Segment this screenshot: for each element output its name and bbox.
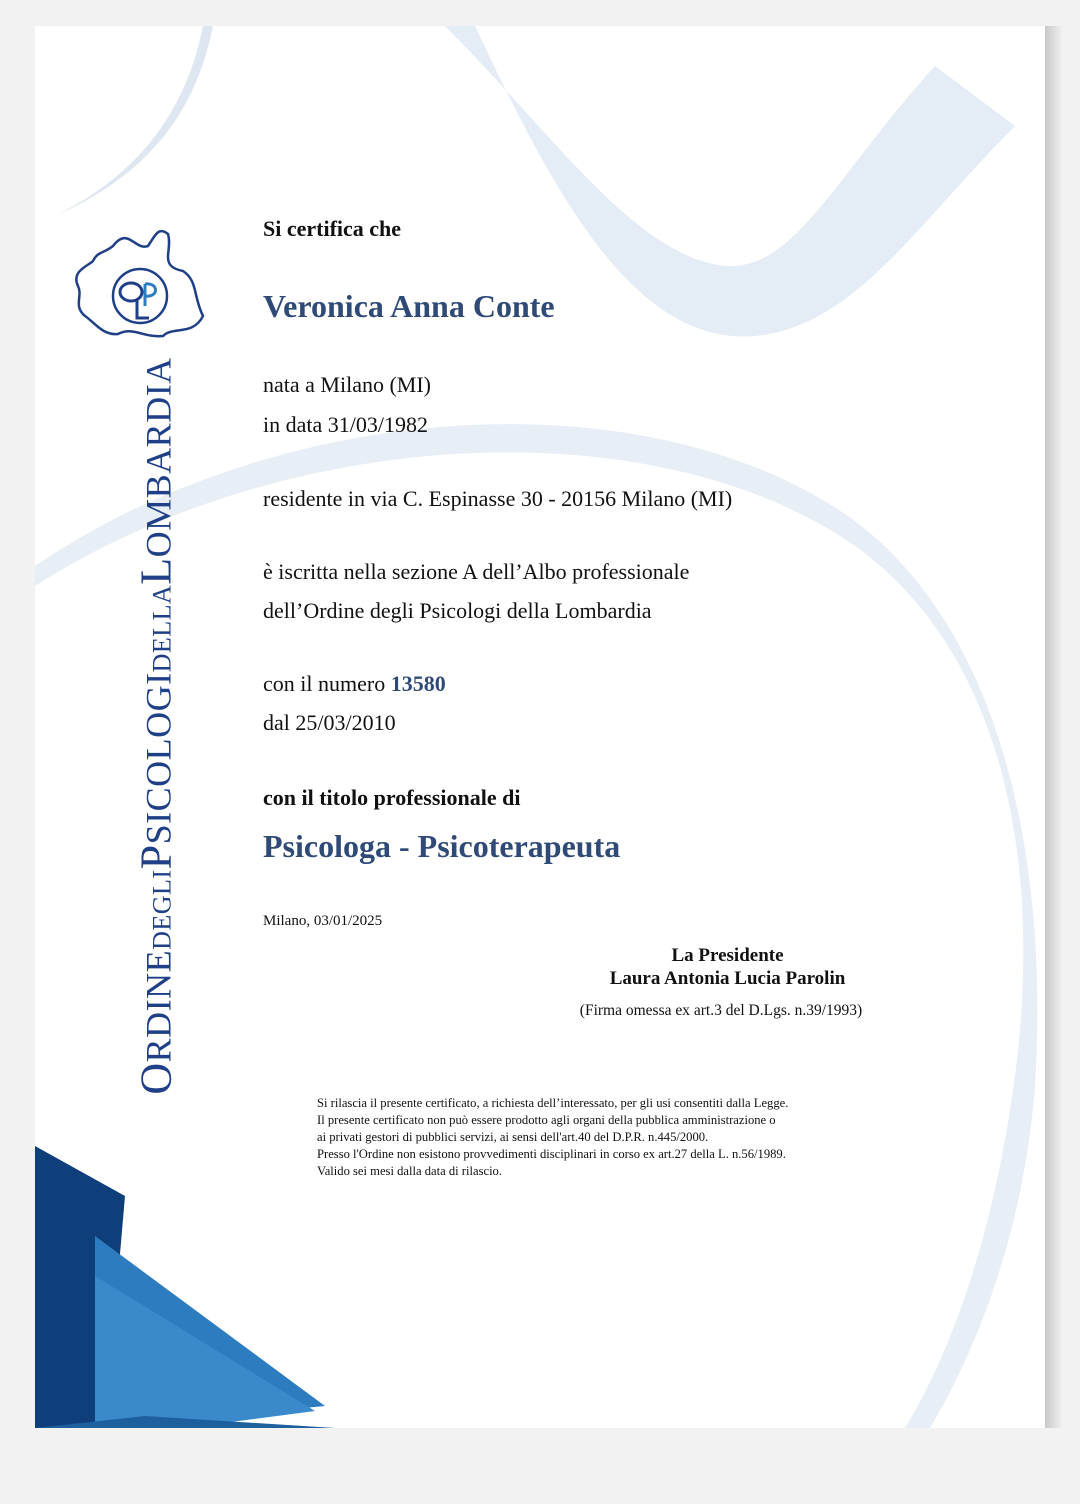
opl-logo-icon bbox=[73, 226, 208, 341]
registration-number-line bbox=[263, 671, 446, 697]
footer-note bbox=[317, 1095, 897, 1180]
birth-place: nata a Milano (MI) bbox=[263, 372, 431, 397]
holder-name: Veronica Anna Conte bbox=[263, 288, 555, 324]
signature-name: Laura Antonia Lucia Parolin bbox=[609, 968, 846, 989]
registration-since: dal 25/03/2010 bbox=[263, 710, 396, 735]
place-date: Milano, 03/01/2025 bbox=[263, 913, 383, 929]
ribbon-swoosh-thin bbox=[55, 26, 213, 216]
number-label: con il numero bbox=[263, 671, 386, 696]
footer-line: Valido sei mesi dalla data di rilascio. bbox=[317, 1164, 503, 1178]
intro-text: Si certifica che bbox=[263, 216, 402, 241]
professional-title: Psicologa - Psicoterapeuta bbox=[263, 828, 621, 864]
signature-role: La Presidente bbox=[671, 945, 784, 966]
triangle-light-2 bbox=[95, 1276, 315, 1428]
footer-line: Il presente certificato non può essere prodotto agli organi della pubblica amministrazione o bbox=[317, 1113, 776, 1127]
certificate-page bbox=[35, 26, 1045, 1428]
footer-line: Si rilascia il presente certificato, a richiesta dell’interessato, per gli usi consentiti dalla Legge. bbox=[317, 1096, 789, 1110]
birth-date: in data 31/03/1982 bbox=[263, 412, 428, 437]
registration-line-1: è iscritta nella sezione A dell’Albo professionale bbox=[263, 559, 690, 584]
residence: residente in via C. Espinasse 30 - 20156 Milano (MI) bbox=[263, 486, 733, 511]
footer-line: Presso l'Ordine non esistono provvedimenti disciplinari in corso ex art.27 della L. n.56/1989. bbox=[317, 1147, 786, 1161]
ordine-vertical-title: ORDINEDEGLIPSICOLOGIDELLALOMBARDIA bbox=[131, 357, 181, 1095]
title-label: con il titolo professionale di bbox=[263, 785, 521, 810]
page-edge-shadow bbox=[1045, 26, 1063, 1428]
footer-line: ai privati gestori di pubblici servizi, ai sensi dell'art.40 del D.P.R. n.445/2000. bbox=[317, 1130, 709, 1144]
registration-number: 13580 bbox=[390, 671, 446, 696]
registration-line-2: dell’Ordine degli Psicologi della Lombardia bbox=[263, 598, 652, 623]
signature-note: (Firma omessa ex art.3 del D.Lgs. n.39/1993) bbox=[579, 1002, 863, 1019]
